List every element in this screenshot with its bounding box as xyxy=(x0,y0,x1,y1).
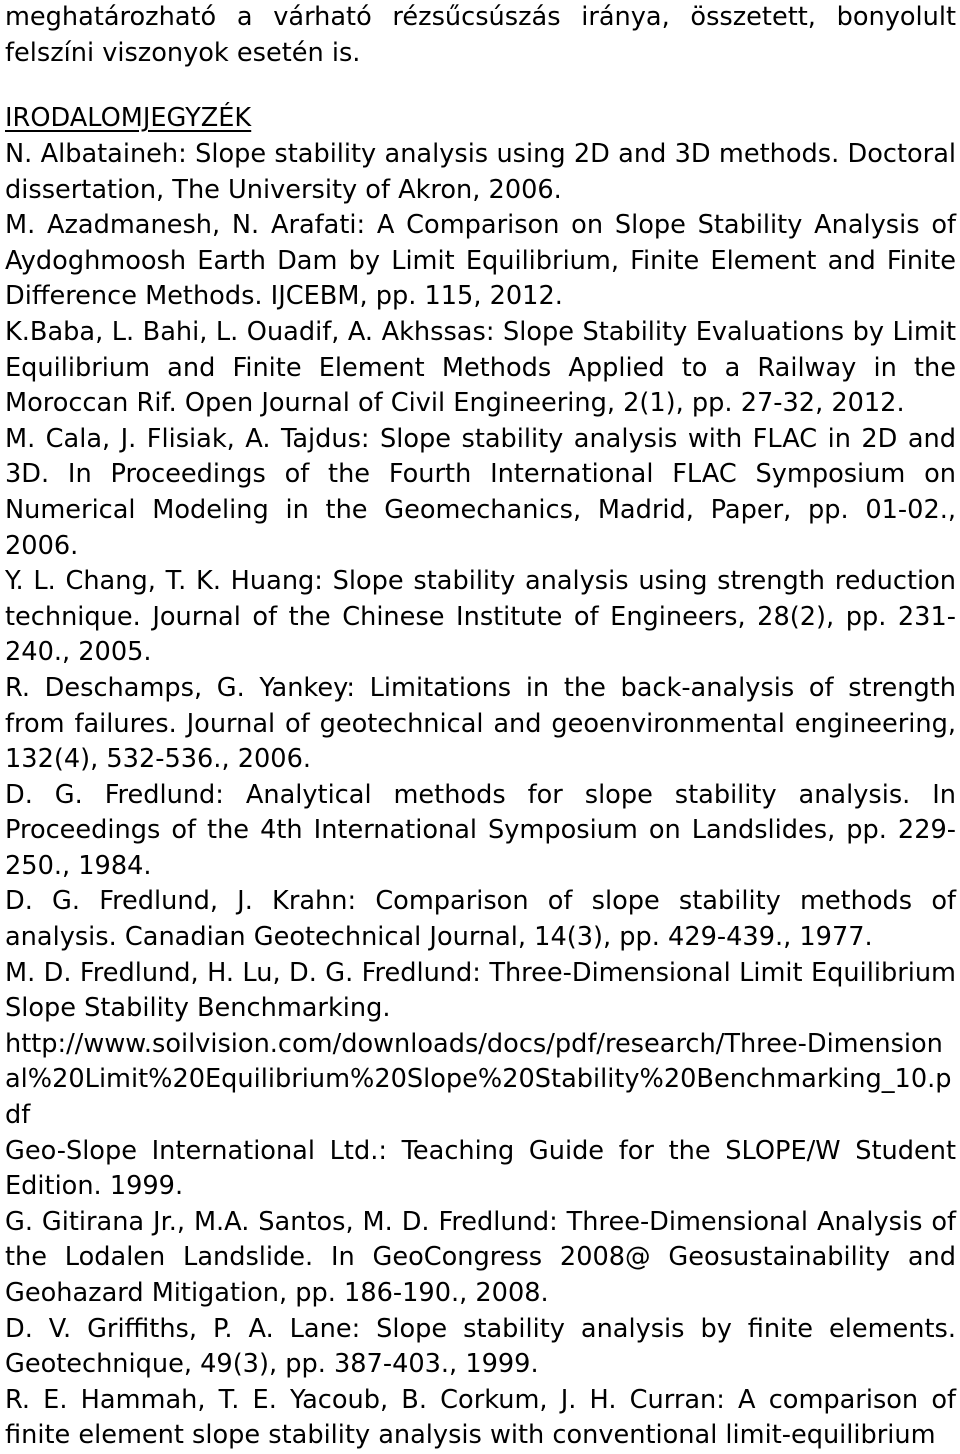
reference-item: D. G. Fredlund, J. Krahn: Comparison of slope stability methods of analysis. Canadian Geotechnical Journal, 14(3), pp. 429-439., 1977. xyxy=(5,886,956,953)
reference-item: R. E. Hammah, T. E. Yacoub, B. Corkum, J. H. Curran: A comparison of finite element slope stability analysis with conventional limit-equilibrium xyxy=(5,1384,956,1451)
bibliography-heading: IRODALOMJEGYZÉK xyxy=(5,103,252,133)
reference-item: Geo-Slope International Ltd.: Teaching Guide for the SLOPE/W Student Edition. 1999. xyxy=(5,1135,956,1202)
reference-item: M. Azadmanesh, N. Arafati: A Comparison on Slope Stability Analysis of Aydoghmoosh Earth Dam by Limit Equilibrium, Finite Element and Finite Difference Methods. IJCEBM, pp. 115, 2012. xyxy=(5,210,956,312)
reference-item: D. V. Griffiths, P. A. Lane: Slope stability analysis by finite elements. Geotechnique, 49(3), pp. 387-403., 1999. xyxy=(5,1313,956,1380)
intro-paragraph: meghatározható a várható rézsűcsúszás iránya, összetett, bonyolult felszíni viszonyok esetén is. xyxy=(5,2,956,68)
reference-item: Y. L. Chang, T. K. Huang: Slope stability analysis using strength reduction technique. Journal of the Chinese Institute of Engineers, 28(2), pp. 231-240., 2005. xyxy=(5,566,956,668)
reference-url: http://www.soilvision.com/downloads/docs/pdf/research/Three-Dimensional%20Limit%20Equilibrium%20Slope%20Stability%20Benchmarking_10.pdf xyxy=(5,1028,952,1131)
reference-item: K.Baba, L. Bahi, L. Ouadif, A. Akhssas: Slope Stability Evaluations by Limit Equilibrium and Finite Element Methods Applied to a Railway in the Moroccan Rif. Open Journal of Civil Engineering, 2(1), pp. 27-32, 2012. xyxy=(5,316,956,419)
reference-item: R. Deschamps, G. Yankey: Limitations in the back-analysis of strength from failures. Journal of geotechnical and geoenvironmental engineering, 132(4), 532-536., 2006. xyxy=(5,672,956,775)
reference-list xyxy=(5,137,956,1454)
reference-item: N. Albataineh: Slope stability analysis using 2D and 3D methods. Doctoral dissertation, The University of Akron, 2006. xyxy=(5,139,956,205)
reference-item: M. Cala, J. Flisiak, A. Tajdus: Slope stability analysis with FLAC in 2D and 3D. In Proceedings of the Fourth International FLAC Symposium on Numerical Modeling in the Geomechanics, Madrid, Paper, pp. 01-02., 2006. xyxy=(5,423,956,561)
reference-item: G. Gitirana Jr., M.A. Santos, M. D. Fredlund: Three-Dimensional Analysis of the Lodalen Landslide. In GeoCongress 2008@ Geosustainability and Geohazard Mitigation, pp. 186-190., 2008. xyxy=(5,1206,956,1308)
reference-item: D. G. Fredlund: Analytical methods for slope stability analysis. In Proceedings of the 4th International Symposium on Landslides, pp. 229-250., 1984. xyxy=(5,779,956,881)
reference-item: M. D. Fredlund, H. Lu, D. G. Fredlund: Three-Dimensional Limit Equilibrium Slope Stability Benchmarking. xyxy=(5,957,956,1024)
